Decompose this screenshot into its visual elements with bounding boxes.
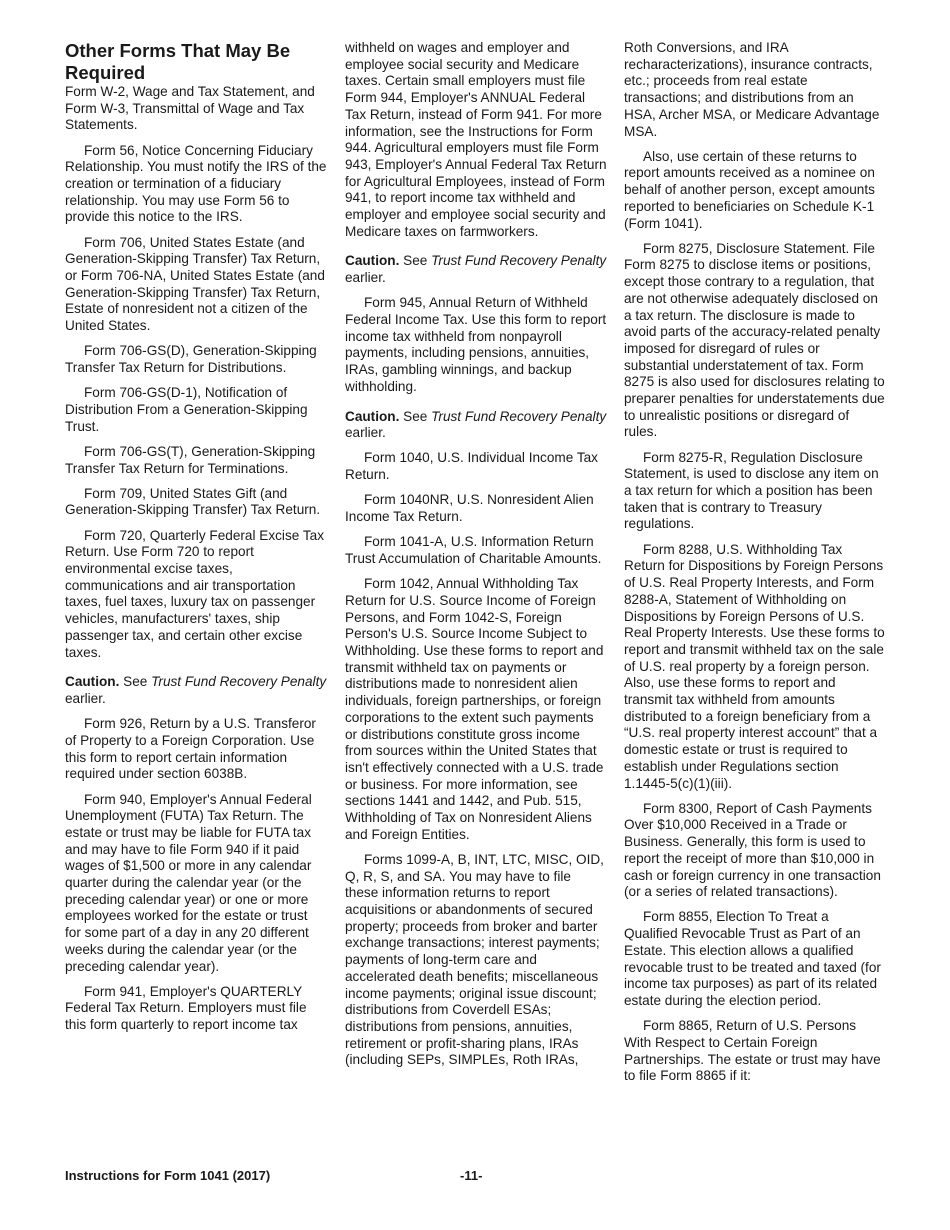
paragraph-forms-1099-cont: Roth Conversions, and IRA recharacterizations), insurance contracts, etc.; proceeds from real estate transactions; and distributions from an HSA, Archer MSA, or Medicare Advantage MSA. [624, 40, 880, 139]
paragraph-form-8865: Form 8865, Return of U.S. Persons With Respect to Certain Foreign Partnerships. The estate or trust may have to file Form 8865 if it: [624, 1018, 881, 1084]
caution-note [345, 253, 607, 286]
paragraph-form-1040: Form 1040, U.S. Individual Income Tax Return. [345, 450, 598, 483]
caution-tail: earlier. [345, 425, 386, 441]
section-heading: Other Forms That May Be Required [65, 40, 291, 83]
paragraph-form-706-gs-d: Form 706-GS(D), Generation-Skipping Transfer Tax Return for Distributions. [65, 343, 317, 376]
paragraph-form-926: Form 926, Return by a U.S. Transferor of Property to a Foreign Corporation. Use this form to report certain information required under section 6038B. [65, 716, 316, 782]
column-1 [65, 40, 327, 1042]
caution-tail: earlier. [65, 691, 106, 706]
paragraph-form-941-cont: withheld on wages and employer and employee social security and Medicare taxes. Certain small employers must file Form 944, Employer's ANNUAL Federal Tax Return, instead of Form 941. For more information, see the Instructions for Form 944. Agricultural employers must file Form 943, Employer's Annual Federal Tax Return for Agricultural Employees, instead of Form 941, to report income tax withheld and employer and employee social security and Medicare taxes on farmworkers. [345, 40, 607, 239]
caution-tail: earlier. [345, 270, 386, 286]
paragraph-form-1042: Form 1042, Annual Withholding Tax Return for U.S. Source Income of Foreign Persons, and Form 1042-S, Foreign Person's U.S. Source Income Subject to Withholding. Use these forms to report and transmit withheld tax on payments or distributions made to nonresident alien individuals, foreign partnerships, or foreign corporations to the extent such payments or distributions constitute gross income from sources within the United States that isn't effectively connected with a U.S. trade or business. For more information, see sections 1441 and 1442, and Pub. 515, Withholding of Tax on Nonresident Aliens and Foreign Entities. [345, 576, 604, 842]
caution-note [65, 674, 327, 707]
paragraph-form-945: Form 945, Annual Return of Withheld Federal Income Tax. Use this form to report income tax withheld from nonpayroll payments, including pensions, annuities, IRAs, gambling winnings, and backup withholding. [345, 295, 607, 394]
caution-see: See [403, 408, 428, 424]
caution-label: Caution. [345, 253, 400, 269]
paragraph-form-8855: Form 8855, Election To Treat a Qualified Revocable Trust as Part of an Estate. This election allows a qualified revocable trust to be treated and taxed (for income tax purposes) as part of its related estate during the election period. [624, 909, 881, 1008]
caution-label: Caution. [345, 408, 400, 424]
caution-reference: Trust Fund Recovery Penalty [431, 253, 607, 269]
page-number: -11- [460, 1168, 483, 1183]
paragraph-form-720: Form 720, Quarterly Federal Excise Tax Return. Use Form 720 to report environmental excise taxes, communications and air transportation taxes, fuel taxes, luxury tax on passenger vehicles, manufacturers' taxes, ship passenger tax, and certain other excise taxes. [65, 527, 324, 660]
paragraph-form-706-gs-d1: Form 706-GS(D-1), Notification of Distribution From a Generation-Skipping Trust. [65, 385, 308, 434]
paragraph-form-8275-r: Form 8275-R, Regulation Disclosure Statement, is used to disclose any item on a tax return for which a position has been taken that is contrary to Treasury regulations. [624, 449, 879, 532]
caution-see: See [403, 253, 428, 269]
paragraph-forms-1099: Forms 1099-A, B, INT, LTC, MISC, OID, Q, R, S, and SA. You may have to file these information returns to report acquisitions or abandonments of secured property; proceeds from broker and barter exchange transactions; interest payments; payments of long-term care and accelerated death benefits; miscellaneous income payments; original issue discount; distributions from Coverdell ESAs; distributions from pensions, annuities, retirement or profit-sharing plans, IRAs (including SEPs, SIMPLEs, Roth IRAs, [345, 851, 604, 1068]
paragraph-form-1041-a: Form 1041-A, U.S. Information Return Trust Accumulation of Charitable Amounts. [345, 534, 602, 566]
paragraph-form-940: Form 940, Employer's Annual Federal Unemployment (FUTA) Tax Return. The estate or trust may be liable for FUTA tax and may have to file Form 940 if it paid wages of $1,500 or more in any calendar quarter during the calendar year (or the preceding calendar year) or one or more employees worked for the estate or trust for some part of a day in any 20 different weeks during the calendar year (or the preceding calendar year). [65, 791, 312, 974]
caution-note [345, 409, 607, 442]
paragraph-form-w2: Form W-2, Wage and Tax Statement, and Form W-3, Transmittal of Wage and Tax Statements. [65, 84, 315, 133]
footer-document-title: Instructions for Form 1041 (2017) [65, 1168, 271, 1183]
paragraph-form-706-gs-t: Form 706-GS(T), Generation-Skipping Transfer Tax Return for Terminations. [65, 443, 316, 476]
paragraph-form-941: Form 941, Employer's QUARTERLY Federal Tax Return. Employers must file this form quarterly to report income tax [65, 983, 307, 1033]
paragraph-form-8300: Form 8300, Report of Cash Payments Over $10,000 Received in a Trade or Business. Generally, this form is used to report the receipt of more than $10,000 in cash or foreign currency in one transaction (or a series of related transactions). [624, 800, 881, 900]
paragraph-form-709: Form 709, United States Gift (and Generation-Skipping Transfer) Tax Return. [65, 485, 321, 518]
caution-reference: Trust Fund Recovery Penalty [151, 674, 327, 690]
paragraph-form-8288: Form 8288, U.S. Withholding Tax Return for Dispositions by Foreign Persons of U.S. Real Property Interests, and Form 8288-A, Statement of Withholding on Dispositions by Foreign Persons of U.S. Real Property Interests. Use these forms to report and transmit withheld tax on the sale of U.S. real property by a foreign person. Also, use these forms to report and transmit tax withheld from amounts distributed to a foreign beneficiary from a “U.S. real property interest account” that a domestic estate or trust is required to establish under Regulations section 1.1445-5(c)(1)(iii). [624, 541, 885, 791]
caution-see: See [123, 674, 148, 690]
paragraph-form-8275: Form 8275, Disclosure Statement. File Form 8275 to disclose items or positions, except those contrary to a regulation, that are not otherwise adequately disclosed on a tax return. The disclosure is made to avoid parts of the accuracy-related penalty imposed for disregard of rules or substantial understatement of tax. Form 8275 is also used for disclosures relating to preparer penalties for understatements due to unrealistic positions or disregard of rules. [624, 240, 885, 440]
column-2 [345, 40, 607, 1078]
paragraph-form-706: Form 706, United States Estate (and Generation-Skipping Transfer) Tax Return, or Form 706-NA, United States Estate (and Generation-Skipping Transfer) Tax Return, Estate of nonresident not a citizen of the United States. [65, 234, 325, 334]
column-3 [624, 40, 886, 1093]
paragraph-nominee-returns: Also, use certain of these returns to report amounts received as a nominee on behalf of another person, except amounts reported to beneficiaries on Schedule K-1 (Form 1041). [624, 148, 875, 231]
caution-label: Caution. [65, 674, 120, 690]
caution-reference: Trust Fund Recovery Penalty [431, 408, 607, 424]
paragraph-form-1040nr: Form 1040NR, U.S. Nonresident Alien Income Tax Return. [345, 492, 594, 525]
paragraph-form-56: Form 56, Notice Concerning Fiduciary Relationship. You must notify the IRS of the creation or termination of a fiduciary relationship. You may use Form 56 to provide this notice to the IRS. [65, 142, 327, 225]
